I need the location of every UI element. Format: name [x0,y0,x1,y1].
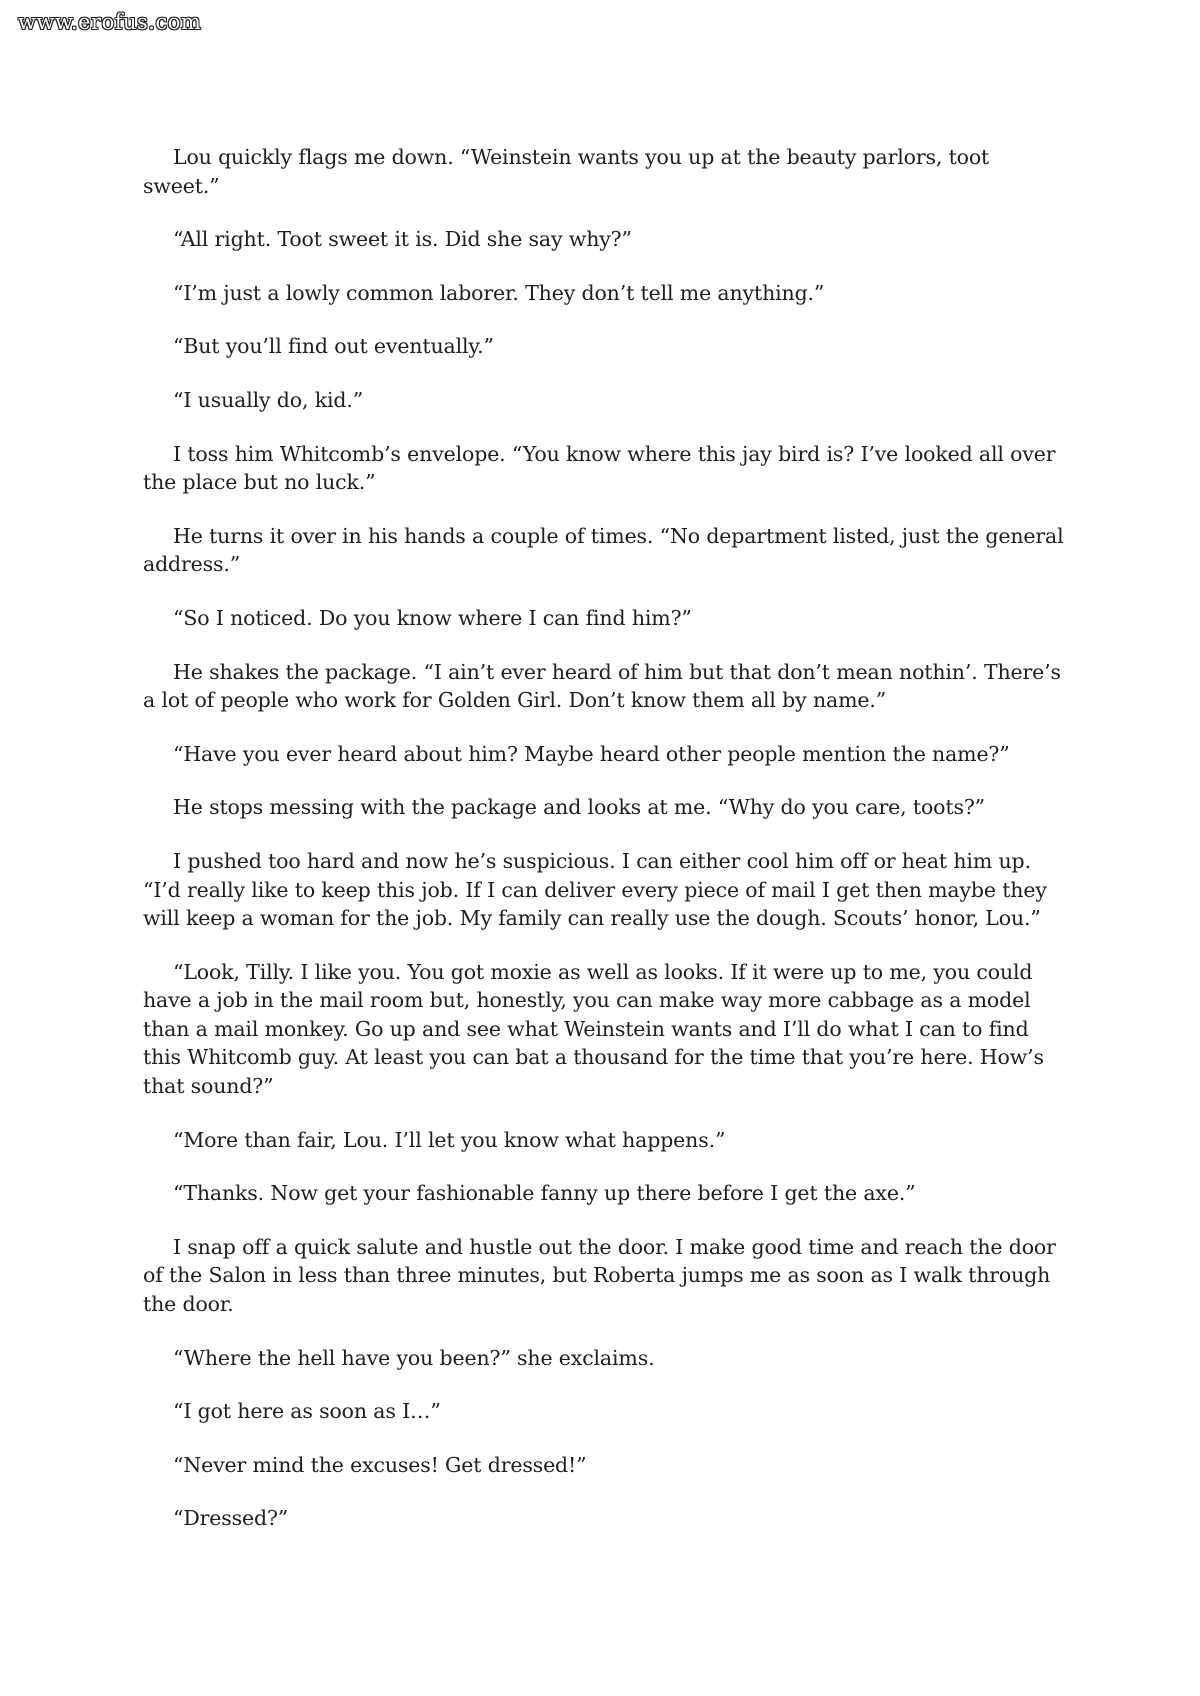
paragraph: “I got here as soon as I…” [173,1399,441,1424]
paragraph: Lou quickly flags me down. “Weinstein wants you up at the beauty parlors, toot sweet.” [143,145,990,198]
paragraph: “But you’ll find out eventually.” [173,334,494,359]
paragraph: “Have you ever heard about him? Maybe heard other people mention the name?” [173,741,1010,766]
paragraph: He turns it over in his hands a couple of times. “No department listed, just the general address.” [143,523,1064,577]
paragraph: “All right. Toot sweet it is. Did she say why?” [173,227,632,252]
page-body [143,143,1068,1558]
paragraph: “Look, Tilly. I like you. You got moxie as well as looks. If it were up to me, you could have a job in the mail room but, honestly, you can make way more cabbage as a model than a mail monkey. Go up and see what Weinstein wants and I’ll do what I can to find this Whitcomb guy. At least you can bat a thousand for the time that you’re here. How’s that sound?” [143,959,1044,1099]
paragraph: “So I noticed. Do you know where I can find him?” [173,605,692,630]
paragraph: “I’m just a lowly common laborer. They don’t tell me anything.” [173,280,825,305]
paragraph: “Where the hell have you been?” she exclaims. [173,1345,655,1370]
paragraph: “Thanks. Now get your fashionable fanny up there before I get the axe.” [173,1181,916,1206]
paragraph: “Dressed?” [173,1506,289,1531]
paragraph: I toss him Whitcomb’s envelope. “You know where this jay bird is? I’ve looked all over the place but no luck.” [143,441,1056,495]
paragraph: I snap off a quick salute and hustle out the door. I make good time and reach the door of the Salon in less than three minutes, but Roberta jumps me as soon as I walk through the door. [143,1234,1056,1317]
watermark-text: www.erofus.com [18,10,202,34]
paragraph: “I usually do, kid.” [173,387,364,412]
paragraph: He stops messing with the package and looks at me. “Why do you care, toots?” [173,795,985,820]
paragraph: He shakes the package. “I ain’t ever heard of him but that don’t mean nothin’. There’s a lot of people who work for Golden Girl. Don’t know them all by name.” [143,659,1061,713]
paragraph: “Never mind the excuses! Get dressed!” [173,1452,587,1477]
paragraph: “More than fair, Lou. I’ll let you know what happens.” [173,1127,726,1152]
paragraph: I pushed too hard and now he’s suspicious. I can either cool him off or heat him up. “I’d really like to keep this job. If I can deliver every piece of mail I get then maybe they will keep a woman for the job. My family can really use the dough. Scouts’ honor, Lou.” [143,848,1047,931]
